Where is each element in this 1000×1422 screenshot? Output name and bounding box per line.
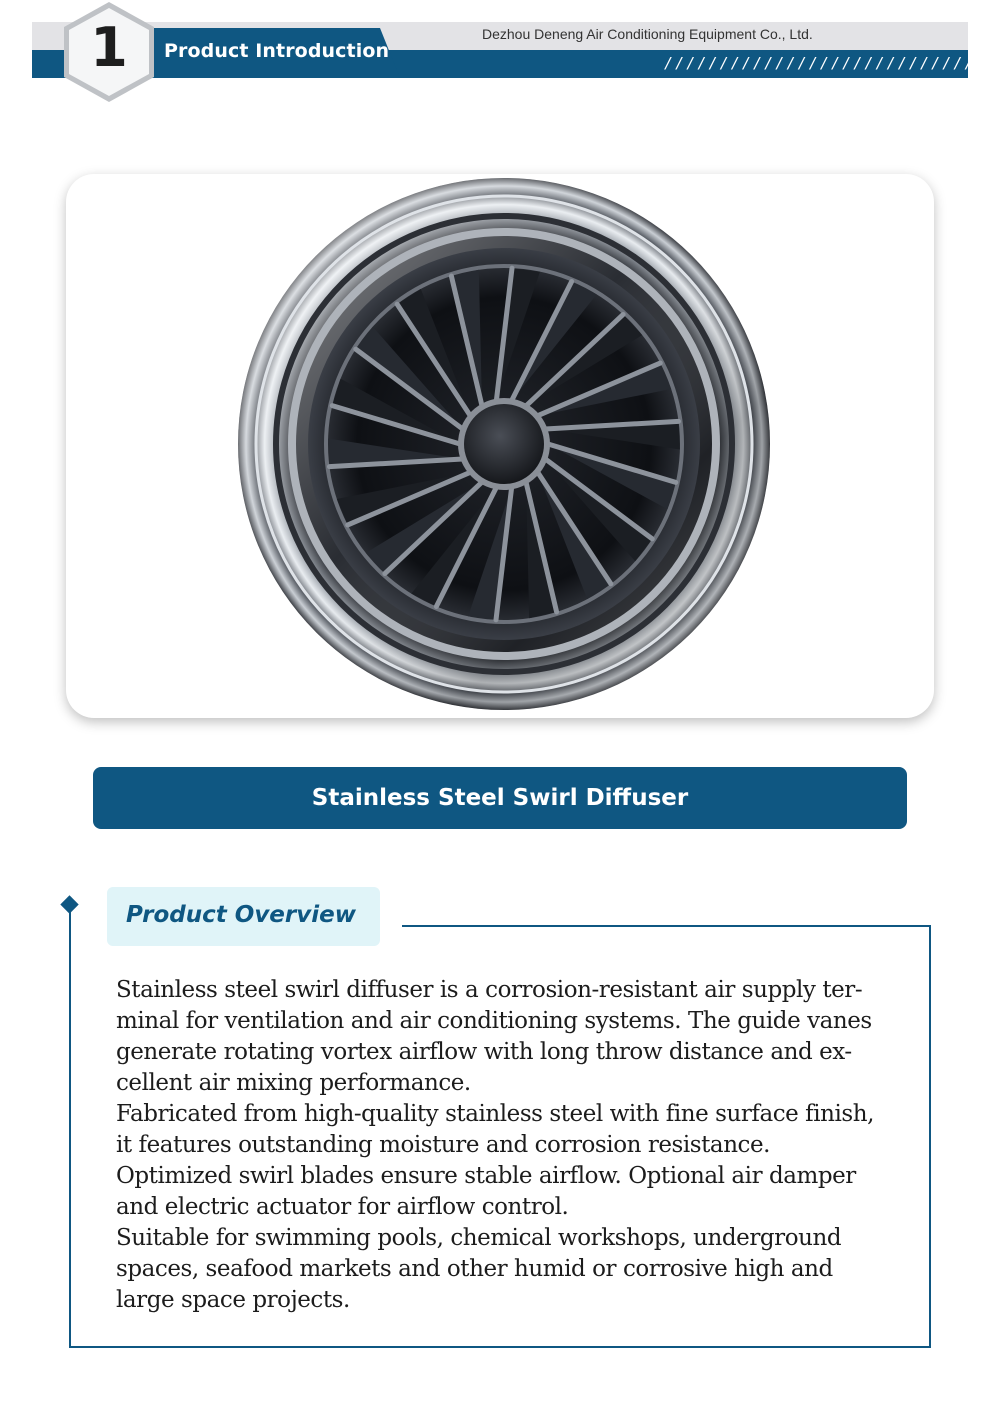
swirl-diffuser-image <box>66 174 934 718</box>
overview-line: generate rotating vortex airflow with long throw distance and ex- <box>116 1039 852 1065</box>
section-number: 1 <box>90 16 128 79</box>
product-title: Stainless Steel Swirl Diffuser <box>311 785 689 811</box>
overview-line: Stainless steel swirl diffuser is a corrosion-resistant air supply ter- <box>116 977 863 1003</box>
overview-body <box>116 975 896 1316</box>
diamond-icon <box>60 895 78 913</box>
page-header <box>0 0 1000 110</box>
overview-heading: Product Overview <box>126 902 356 928</box>
overview-line: Fabricated from high-quality stainless steel with fine surface finish, <box>116 1101 874 1127</box>
overview-line: it features outstanding moisture and corrosion resistance. <box>116 1132 771 1158</box>
decorative-slashes: //////////////////////////// <box>664 54 976 72</box>
overview-line: cellent air mixing performance. <box>116 1070 471 1096</box>
section-title: Product Introduction <box>164 40 390 62</box>
overview-line: Optimized swirl blades ensure stable airflow. Optional air damper <box>116 1163 856 1189</box>
overview-line: minal for ventilation and air conditioning systems. The guide vanes <box>116 1008 872 1034</box>
overview-divider <box>402 925 931 927</box>
overview-line: Suitable for swimming pools, chemical workshops, underground <box>116 1225 842 1251</box>
overview-line: spaces, seafood markets and other humid or corrosive high and <box>116 1256 833 1282</box>
product-photo-card <box>66 174 934 718</box>
overview-line: large space projects. <box>116 1287 350 1313</box>
section-number-badge <box>64 2 154 102</box>
overview-line: and electric actuator for airflow control. <box>116 1194 569 1220</box>
product-title-bar <box>93 767 907 829</box>
company-name: Dezhou Deneng Air Conditioning Equipment Co., Ltd. <box>482 26 813 42</box>
